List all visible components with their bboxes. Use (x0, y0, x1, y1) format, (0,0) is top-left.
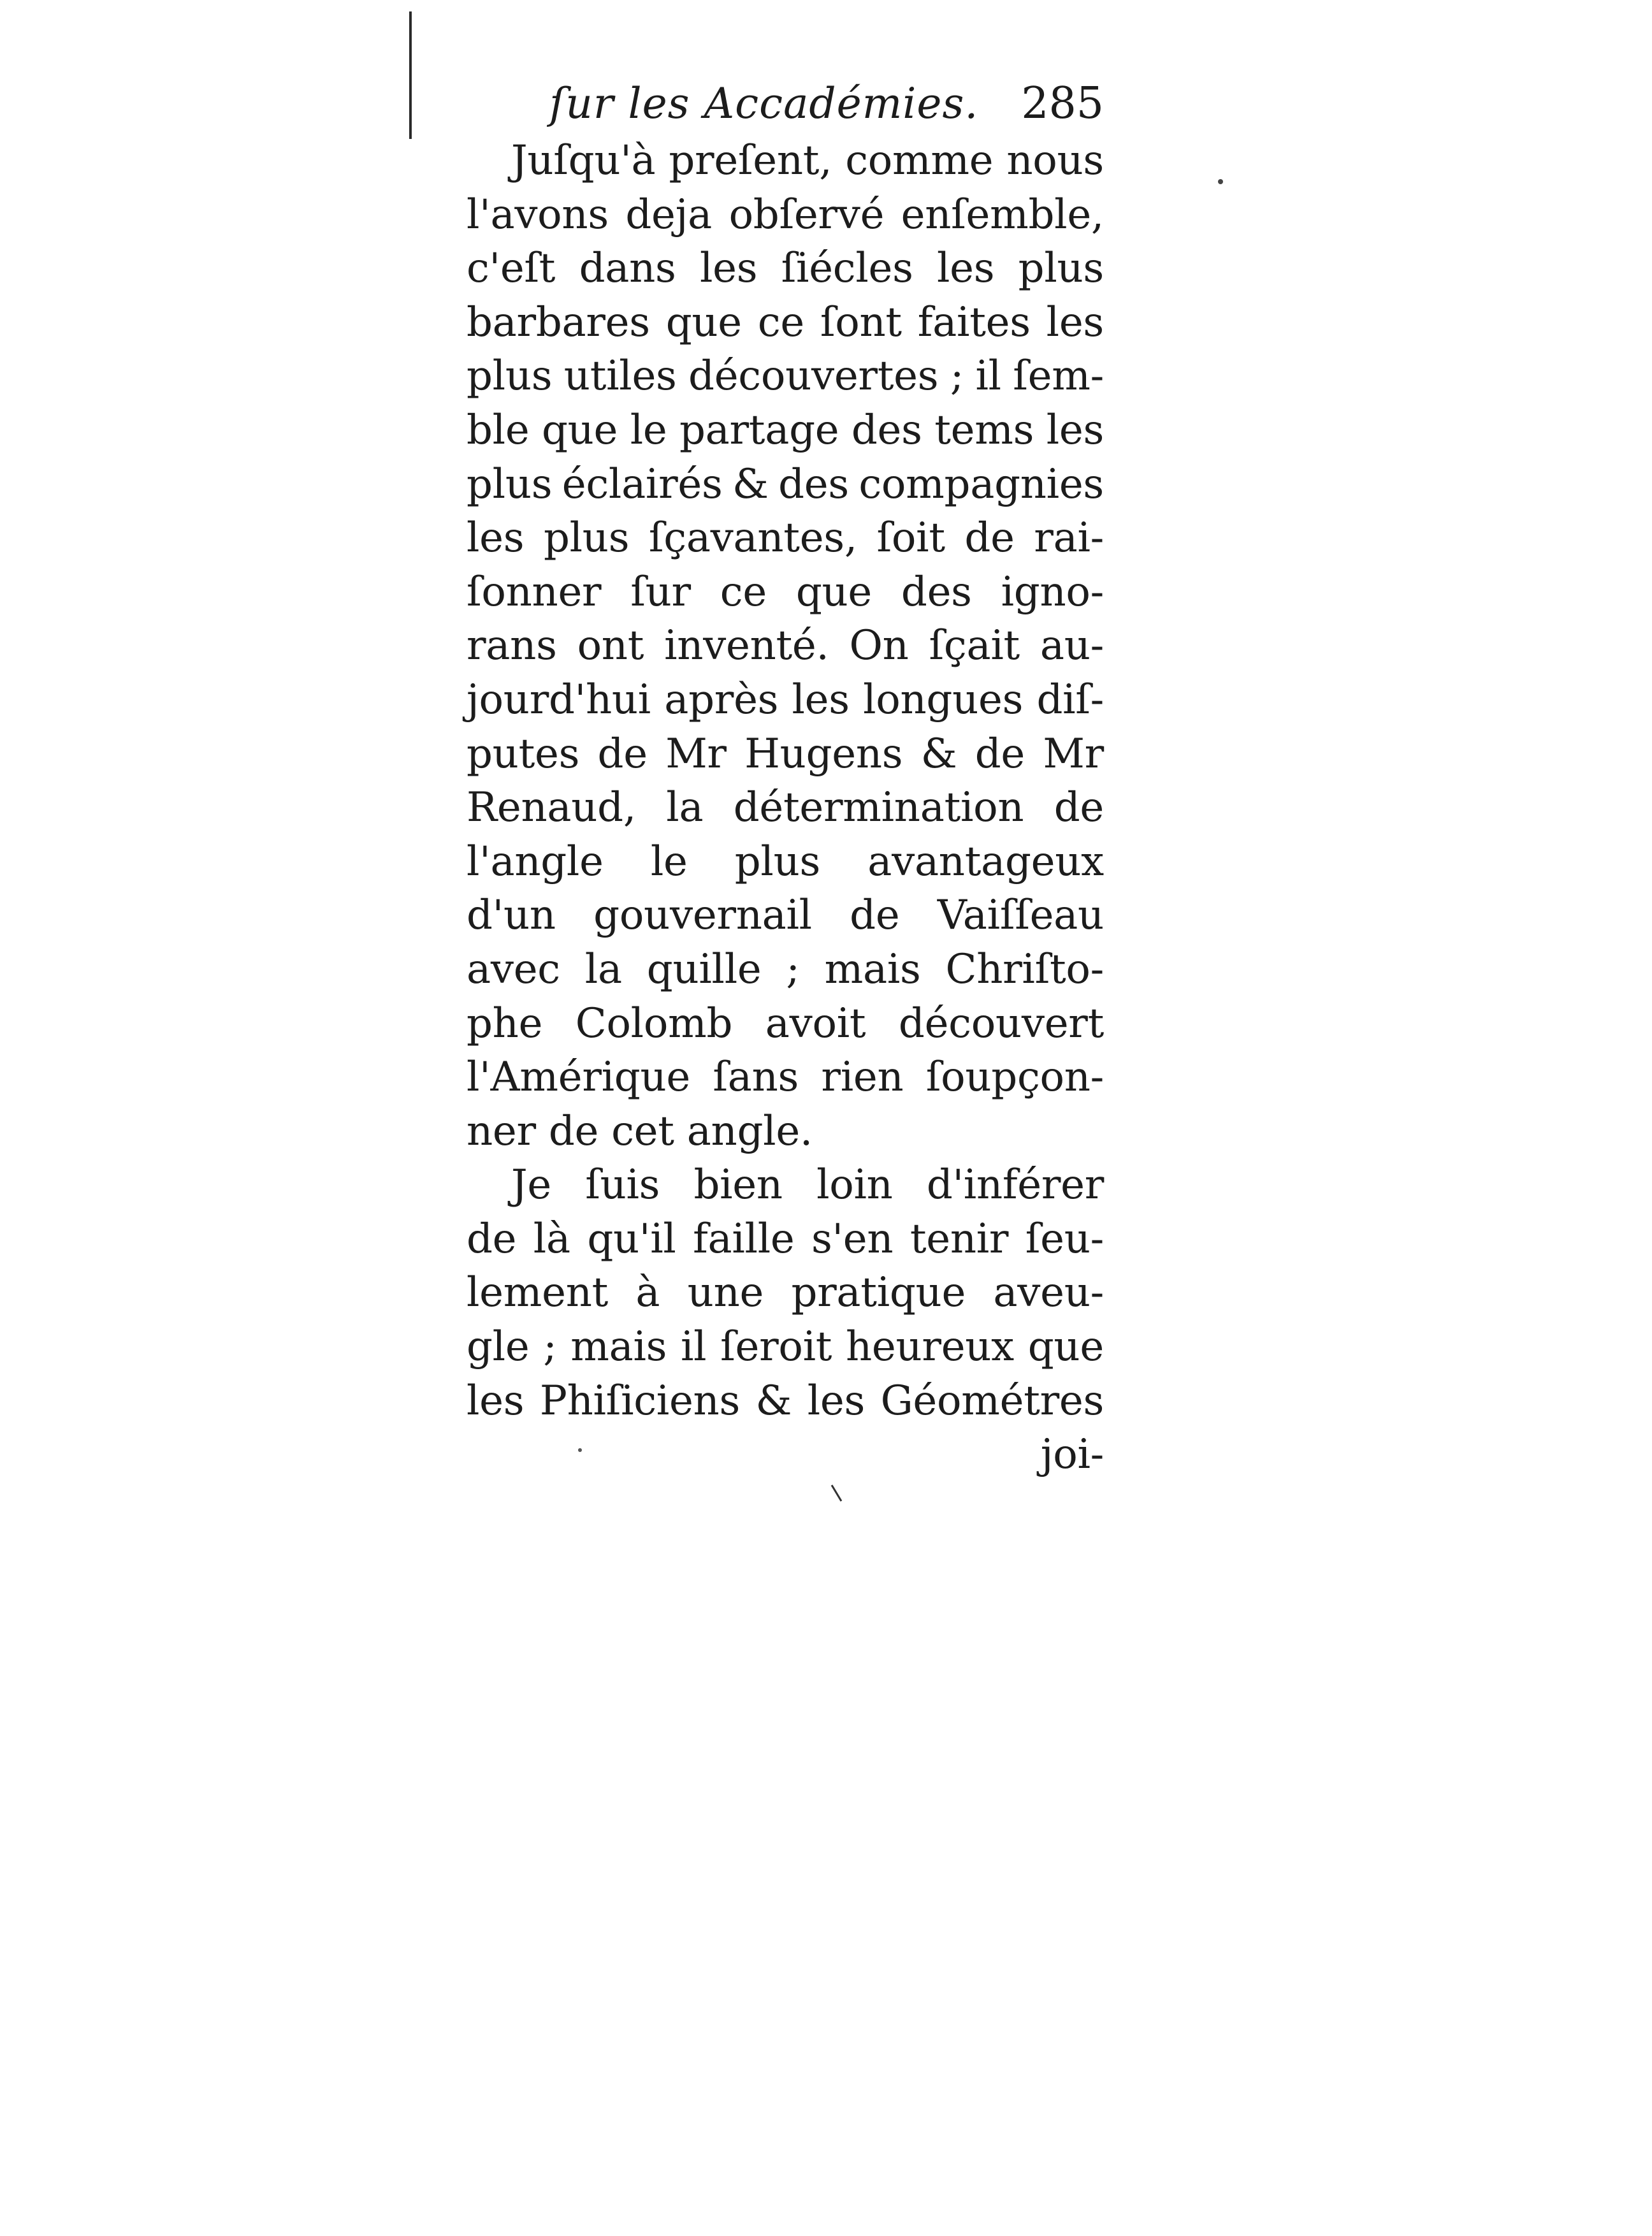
text-line: plus utiles découvertes ; il ſem- (467, 352, 1104, 400)
text-line: ble que le partage des tems les (467, 406, 1104, 454)
text-line: lement à une pratique aveu- (467, 1269, 1104, 1317)
text-line: l'angle le plus avantageux (467, 838, 1104, 885)
text-line: c'eſt dans les ſiécles les plus (467, 245, 1104, 293)
text-line: Je ſuis bien loin d'inférer (511, 1161, 1104, 1209)
text-line: Renaud, la détermination de (467, 784, 1104, 832)
text-line: l'avons deja obſervé enſemble, (467, 191, 1104, 238)
text-line: rans ont inventé. On ſçait au- (467, 622, 1104, 670)
paragraph-2 (467, 1158, 1104, 1428)
text-line: de là qu'il faille s'en tenir ſeu- (467, 1215, 1104, 1263)
text-column (467, 76, 1104, 1482)
scan-edge-line (409, 11, 412, 139)
running-head (467, 76, 1104, 131)
text-line: barbares que ce ſont faites les (467, 298, 1104, 346)
text-line: Juſqu'à preſent, comme nous (511, 137, 1104, 184)
body-text (467, 134, 1104, 1482)
text-line: phe Colomb avoit découvert (467, 999, 1104, 1047)
text-line: les plus ſçavantes, ſoit de rai- (467, 514, 1104, 562)
text-line: les Phiſiciens & les Géométres (467, 1377, 1104, 1425)
text-line: ner de cet angle. (467, 1107, 813, 1155)
text-line: avec la quille ; mais Chriſto- (467, 945, 1104, 993)
text-line: plus éclairés & des compagnies (467, 460, 1104, 508)
text-line: l'Amérique ſans rien ſoupçon- (467, 1054, 1104, 1101)
text-line: d'un gouvernail de Vaiſſeau (467, 892, 1104, 940)
page-number: 285 (1021, 78, 1104, 129)
text-line: ſonner ſur ce que des igno- (467, 568, 1104, 616)
running-title: ſur les Accadémies. (549, 79, 979, 128)
text-line: jourd'hui après les longues diſ- (467, 676, 1104, 723)
paragraph-1 (467, 134, 1104, 1158)
text-line: gle ; mais il ſeroit heureux que (467, 1323, 1104, 1371)
text-line: putes de Mr Hugens & de Mr (467, 730, 1104, 778)
catchword: joi- (1040, 1431, 1104, 1479)
